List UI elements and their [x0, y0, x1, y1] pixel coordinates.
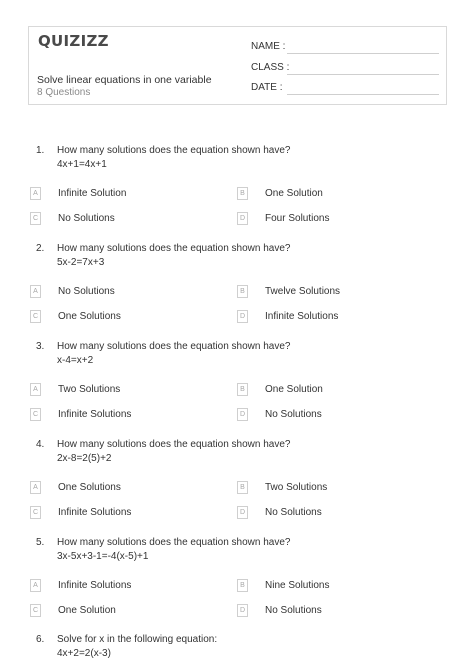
date-field[interactable] [287, 94, 439, 95]
option-letter: B [237, 383, 248, 396]
option-text: Infinite Solution [58, 188, 127, 199]
option-text: One Solution [265, 384, 323, 395]
option-letter: A [30, 187, 41, 200]
option-text: No Solutions [265, 605, 322, 616]
question-text: How many solutions does the equation shown have? [57, 537, 291, 548]
option-letter: D [237, 408, 248, 421]
option-text: No Solutions [265, 507, 322, 518]
option-text: One Solutions [58, 311, 121, 322]
worksheet-header [28, 26, 447, 105]
option-text: Infinite Solutions [58, 409, 132, 420]
question-number: 5. [36, 537, 45, 548]
name-field[interactable] [287, 53, 439, 54]
option-letter: A [30, 383, 41, 396]
question-number: 2. [36, 243, 45, 254]
question-equation: x-4=x+2 [57, 355, 94, 366]
class-field[interactable] [287, 74, 439, 75]
option-text: One Solution [265, 188, 323, 199]
question-text: How many solutions does the equation shown have? [57, 145, 291, 156]
option-text: Twelve Solutions [265, 286, 341, 297]
option-letter: D [237, 310, 248, 323]
option-letter: D [237, 604, 248, 617]
question-text: How many solutions does the equation shown have? [57, 243, 291, 254]
option-text: Four Solutions [265, 213, 330, 224]
question-number: 3. [36, 341, 45, 352]
option-letter: B [237, 579, 248, 592]
option-letter: C [30, 604, 41, 617]
option-text: One Solution [58, 605, 116, 616]
option-letter: C [30, 310, 41, 323]
option-text: Infinite Solutions [58, 580, 132, 591]
option-text: Two Solutions [58, 384, 121, 395]
question-equation: 4x+1=4x+1 [57, 159, 107, 170]
class-label: CLASS : [251, 62, 290, 73]
option-letter: B [237, 481, 248, 494]
option-letter: C [30, 408, 41, 421]
option-letter: A [30, 579, 41, 592]
option-letter: B [237, 285, 248, 298]
option-letter: C [30, 212, 41, 225]
option-text: Infinite Solutions [265, 311, 339, 322]
question-equation: 2x-8=2(5)+2 [57, 453, 112, 464]
option-letter: B [237, 187, 248, 200]
question-count: 8 Questions [37, 87, 91, 98]
question-equation: 3x-5x+3-1=-4(x-5)+1 [57, 551, 149, 562]
option-letter: A [30, 285, 41, 298]
question-equation: 4x+2=2(x-3) [57, 648, 111, 659]
name-label: NAME : [251, 41, 286, 52]
question-text: Solve for x in the following equation: [57, 634, 218, 645]
option-text: Nine Solutions [265, 580, 330, 591]
option-letter: D [237, 212, 248, 225]
question-number: 4. [36, 439, 45, 450]
option-text: Two Solutions [265, 482, 328, 493]
question-equation: 5x-2=7x+3 [57, 257, 105, 268]
option-letter: D [237, 506, 248, 519]
question-text: How many solutions does the equation shown have? [57, 439, 291, 450]
quizizz-logo: QUIZIZZ [38, 32, 109, 50]
question-number: 1. [36, 145, 45, 156]
option-text: One Solutions [58, 482, 121, 493]
question-number: 6. [36, 634, 45, 645]
option-letter: A [30, 481, 41, 494]
option-text: No Solutions [265, 409, 322, 420]
worksheet-title: Solve linear equations in one variable [37, 74, 212, 86]
option-text: Infinite Solutions [58, 507, 132, 518]
question-text: How many solutions does the equation shown have? [57, 341, 291, 352]
date-label: DATE : [251, 82, 283, 93]
option-text: No Solutions [58, 286, 115, 297]
option-letter: C [30, 506, 41, 519]
option-text: No Solutions [58, 213, 115, 224]
